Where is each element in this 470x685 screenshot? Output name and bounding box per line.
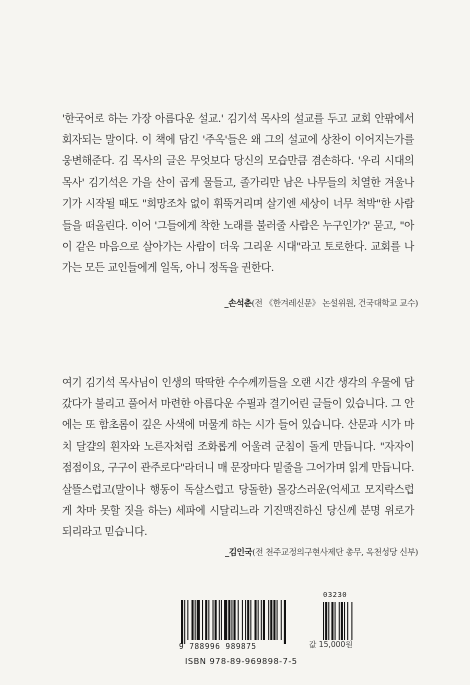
barcode-bar: [192, 600, 194, 640]
barcode-bar: [197, 600, 200, 640]
endorser-name: _손석춘: [224, 298, 252, 308]
barcode-bar: [277, 600, 278, 640]
addon-bar: [339, 602, 340, 640]
barcode-bar: [195, 600, 196, 640]
barcode-bar: [245, 600, 246, 640]
barcode-bar: [213, 600, 214, 640]
barcode-bar: [181, 600, 183, 644]
barcode-bar: [228, 600, 230, 640]
barcode-bar: [263, 600, 265, 640]
endorsement-attribution: [225, 546, 418, 558]
barcode-bar: [270, 600, 272, 640]
barcode-bar: [273, 600, 275, 640]
addon-bar: [328, 602, 329, 640]
barcode-bar: [208, 600, 209, 640]
barcode-bar: [261, 600, 262, 640]
addon-bar: [325, 602, 327, 640]
endorsement-attribution: [224, 297, 418, 309]
barcode-ean-digits: 9 788996 989875: [179, 642, 257, 651]
isbn-barcode: [175, 590, 375, 670]
endorser-affiliation: (전 《한겨레신문》 논설위원, 건국대학교 교수): [251, 298, 418, 308]
barcode-bar: [184, 600, 185, 644]
barcode-bar: [202, 600, 203, 640]
barcode-bar: [242, 600, 243, 640]
addon-bar: [331, 602, 333, 640]
barcode-bar: [219, 600, 220, 640]
barcode-bar: [221, 600, 222, 640]
addon-bar: [351, 602, 352, 640]
barcode-bar: [255, 600, 257, 640]
endorser-affiliation: (전 천주교정의구현사제단 총무, 옥천성당 신부): [252, 547, 418, 557]
barcode-bar: [281, 600, 282, 640]
barcode-bar: [250, 600, 251, 640]
addon-bar: [341, 602, 343, 640]
barcode-bar: [238, 600, 239, 640]
barcode-bar: [258, 600, 259, 640]
addon-bar: [323, 602, 324, 640]
barcode-bar: [247, 600, 249, 640]
barcode-bar: [187, 600, 188, 640]
addon-bar: [344, 602, 345, 640]
barcode-bar: [215, 600, 217, 640]
barcode-bar: [268, 600, 269, 640]
endorsement-text: 여기 김기석 목사님이 인생의 딱딱한 수수께끼들을 오랜 시간 생각의 우물에 담갔다가 불리고 풀어서 마련한 아름다운 수필과 결기어린 글들이 있습니다. 그 안에는 또 함초롬이 깊은 사색에 머물게 하는 시가 들어 있습니다. 산문과 시가 마치 달걀의 흰자와 노른자처럼 조화롭게 어울려 군침이 돌게 만듭니다. "자자이 점점이요, 구구이 관주로다"라더니 매 문장마다 밑줄을 그어가며 읽게 만듭니다. 살뜰스럽고(말이나 행동이 독살스럽고 당돌한) 몰강스러운(억세고 모지락스럽게 차마 못할 짓을 하는) 세파에 시달리느라 기진맥진하신 당신께 분명 위로가 되리라고 믿습니다.: [62, 376, 414, 539]
price-label: 값 15,000원: [309, 640, 353, 649]
barcode-addon-digits: 03230: [323, 590, 348, 599]
endorser-name: _김인국: [224, 547, 253, 557]
endorsement-text: '한국어로 하는 가장 아름다운 설교.' 김기석 목사의 설교를 두고 교회 안팎에서 회자되는 말이다. 이 책에 담긴 '주옥'들은 왜 그의 설교에 상찬이 이어지는가를 웅변해준다. 김 목사의 글은 무엇보다 당신의 모습만큼 겸손하다. '우리 시대의 목사' 김기석은 가을 산이 곱게 물들고, 졸가리만 남은 나무들의 치열한 겨울나기가 시작될 때도 "희망조차 없이 휘뚝거리며 살기엔 세상이 너무 척박"한 사람들을 떠올린다. 이어 '그들에게 착한 노래를 불러줄 사람은 누구인가?' 묻고, "아이 같은 마음으로 살아가는 사람이 더욱 그리운 시대"라고 토로한다. 교회를 나가는 모든 교인들에게 일독, 아니 정독을 권한다.: [62, 112, 414, 275]
isbn-number: ISBN 978-89-969898-7-5: [185, 656, 298, 666]
barcode-bar: [284, 600, 286, 644]
barcode-bar: [231, 600, 232, 640]
barcode-bar: [234, 600, 236, 640]
barcode-bar: [205, 600, 207, 640]
addon-bar: [347, 602, 348, 640]
barcode-bar: [224, 600, 227, 640]
addon-bar: [335, 602, 336, 640]
